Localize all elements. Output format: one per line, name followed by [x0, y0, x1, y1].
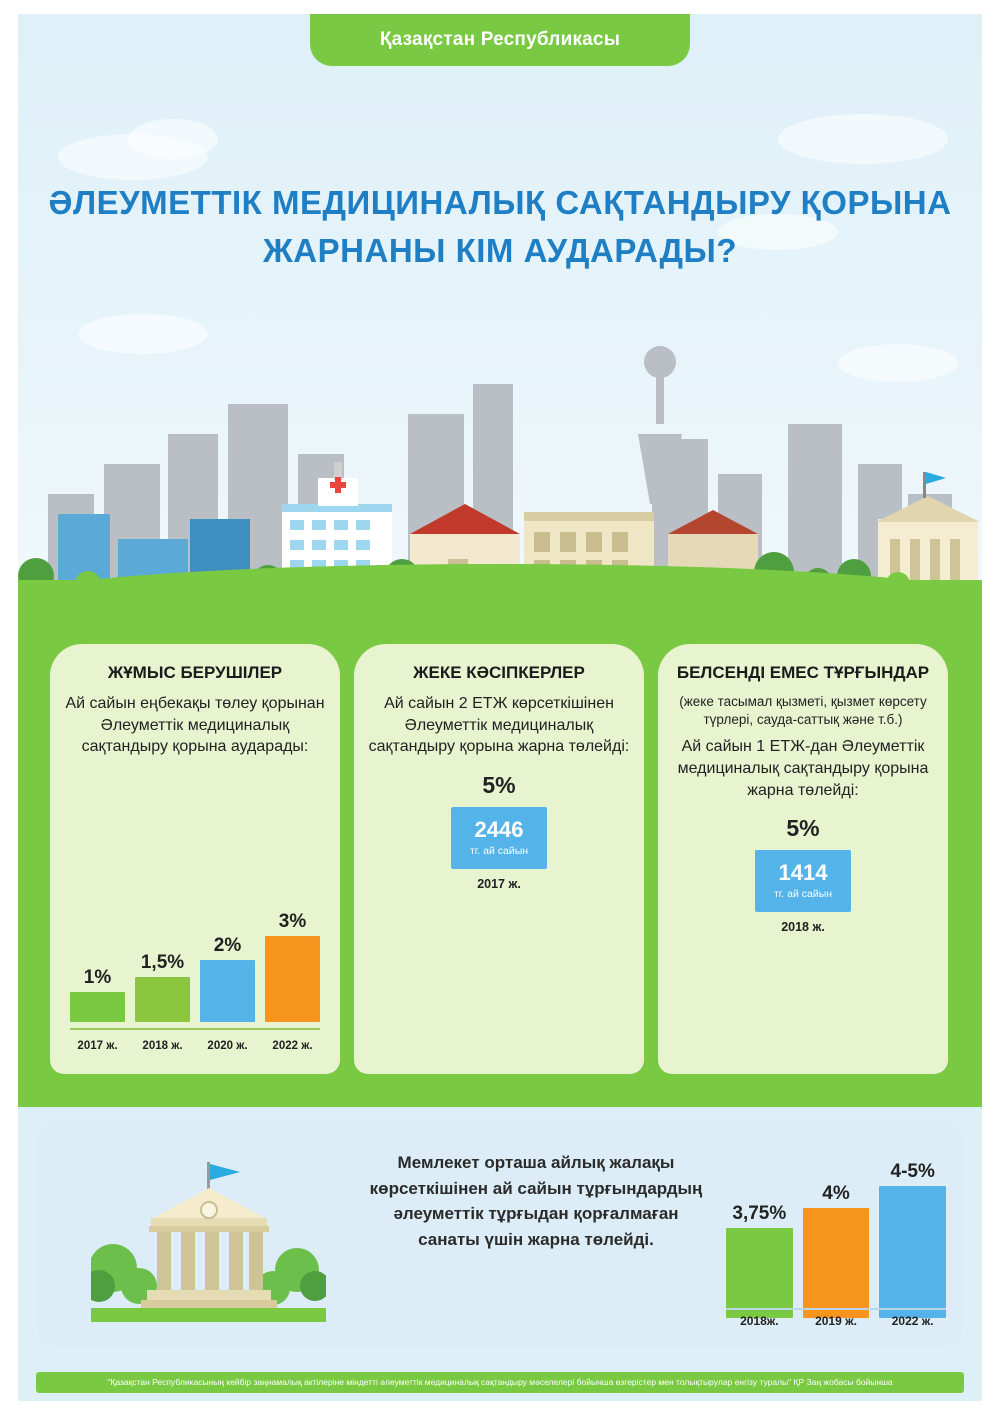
inactive-percent: 5%: [786, 815, 820, 842]
card-employers: [50, 644, 340, 1074]
bar-category-label: 2022 ж.: [272, 1040, 313, 1052]
chart-axis: [726, 1308, 946, 1310]
inactive-amount-box: [755, 850, 851, 912]
bar-category-label: 2020 ж.: [207, 1040, 248, 1052]
card-entrepreneurs-heading: ЖЕКЕ КӘСІПКЕРЛЕР: [413, 663, 585, 682]
state-panel-text: Мемлекет орташа айлық жалақы көрсеткішінен ай сайын тұрғындардың әлеуметтік тұрғыдан қорғалмаған санаты үшін жарна төлейді.: [369, 1153, 703, 1249]
bar-value-label: 1%: [83, 967, 112, 988]
card-inactive-body: Ай сайын 1 ЕТЖ-дан Әлеуметтік медициналық сақтандыру қорына жарна төлейді:: [677, 738, 929, 799]
bar-2019: [803, 1208, 870, 1318]
entrepreneurs-percent: 5%: [482, 772, 516, 799]
bar-2018: [726, 1228, 793, 1318]
state-bar-labels: [726, 1314, 946, 1328]
bar-2022: [879, 1186, 946, 1318]
card-employers-body: Ай сайын еңбекақы төлеу қорынан Әлеуметтік медициналық сақтандыру қорына аударады:: [65, 695, 325, 756]
bar-2017: [70, 992, 125, 1022]
bar-category-label: 2017 ж.: [77, 1040, 118, 1052]
entrepreneurs-year: 2017 ж.: [477, 877, 521, 892]
entrepreneurs-amount-unit: тг. ай сайын: [469, 845, 529, 858]
infographic-page: [18, 14, 982, 1401]
country-banner: [310, 14, 690, 66]
card-entrepreneurs-body: Ай сайын 2 ЕТЖ көрсеткішінен Әлеуметтік медициналық сақтандыру қорына жарна төлейді:: [368, 695, 630, 756]
state-bar-chart: [726, 1148, 946, 1318]
entrepreneurs-amount-box: [451, 807, 547, 869]
inactive-amount-unit: тг. ай сайын: [773, 888, 833, 901]
inactive-year: 2018 ж.: [781, 920, 825, 935]
footnote: "Қазақстан Республикасының кейбір заңнамалық актілеріне міндетті әлеуметтік медициналық сақтандыру мәселелері бойынша өзгерістер мен толықтырулар енгізу туралы" ҚР Заң жобасы бойынша: [36, 1372, 964, 1393]
card-inactive-heading: БЕЛСЕНДІ ЕМЕС ТҰРҒЫНДАР: [676, 663, 930, 682]
bar-item: [200, 892, 255, 1022]
inactive-amount: 1414: [778, 860, 828, 886]
card-employers-heading: ЖҰМЫС БЕРУШІЛЕР: [107, 663, 283, 682]
bar-item: [135, 892, 190, 1022]
card-inactive-residents: [658, 644, 948, 1074]
bar-item: [70, 892, 125, 1022]
bar-value-label: 3,75%: [732, 1203, 787, 1224]
bar-2020: [200, 960, 255, 1022]
cityscape-illustration: [18, 344, 982, 594]
bar-2018: [135, 977, 190, 1022]
cloud-icon: [778, 114, 948, 164]
entrepreneurs-amount: 2446: [474, 817, 524, 843]
bar-category-label: 2018ж.: [740, 1314, 779, 1328]
chart-axis: [70, 1028, 320, 1030]
bar-item: [265, 892, 320, 1022]
country-banner-label: Қазақстан Республикасы: [379, 29, 621, 50]
card-entrepreneurs: [354, 644, 644, 1074]
bar-2022: [265, 936, 320, 1022]
government-building-illustration: [91, 1158, 326, 1318]
bar-value-label: 2%: [213, 935, 242, 956]
bar-value-label: 4-5%: [890, 1161, 935, 1182]
page-title: ӘЛЕУМЕТТІК МЕДИЦИНАЛЫҚ САҚТАНДЫРУ ҚОРЫНА ЖАРНАНЫ КІМ АУДАРАДЫ?: [48, 184, 952, 269]
cloud-icon: [128, 119, 218, 159]
employers-bar-labels: [70, 1040, 320, 1052]
bar-category-label: 2018 ж.: [142, 1040, 183, 1052]
card-inactive-note: (жеке тасымал қызметі, қызмет көрсету түрлері, сауда-саттық және т.б.): [679, 694, 927, 727]
bar-item: [803, 1148, 870, 1318]
bar-item: [879, 1148, 946, 1318]
employers-bar-chart: [70, 892, 320, 1022]
bar-value-label: 1,5%: [140, 952, 185, 973]
contributor-cards: [50, 644, 950, 1074]
bar-value-label: 4%: [822, 1183, 850, 1204]
bar-category-label: 2022 ж.: [891, 1314, 934, 1328]
bar-category-label: 2019 ж.: [815, 1314, 857, 1328]
bar-value-label: 3%: [278, 911, 307, 932]
state-panel: [36, 1118, 964, 1348]
bar-item: [726, 1148, 793, 1318]
